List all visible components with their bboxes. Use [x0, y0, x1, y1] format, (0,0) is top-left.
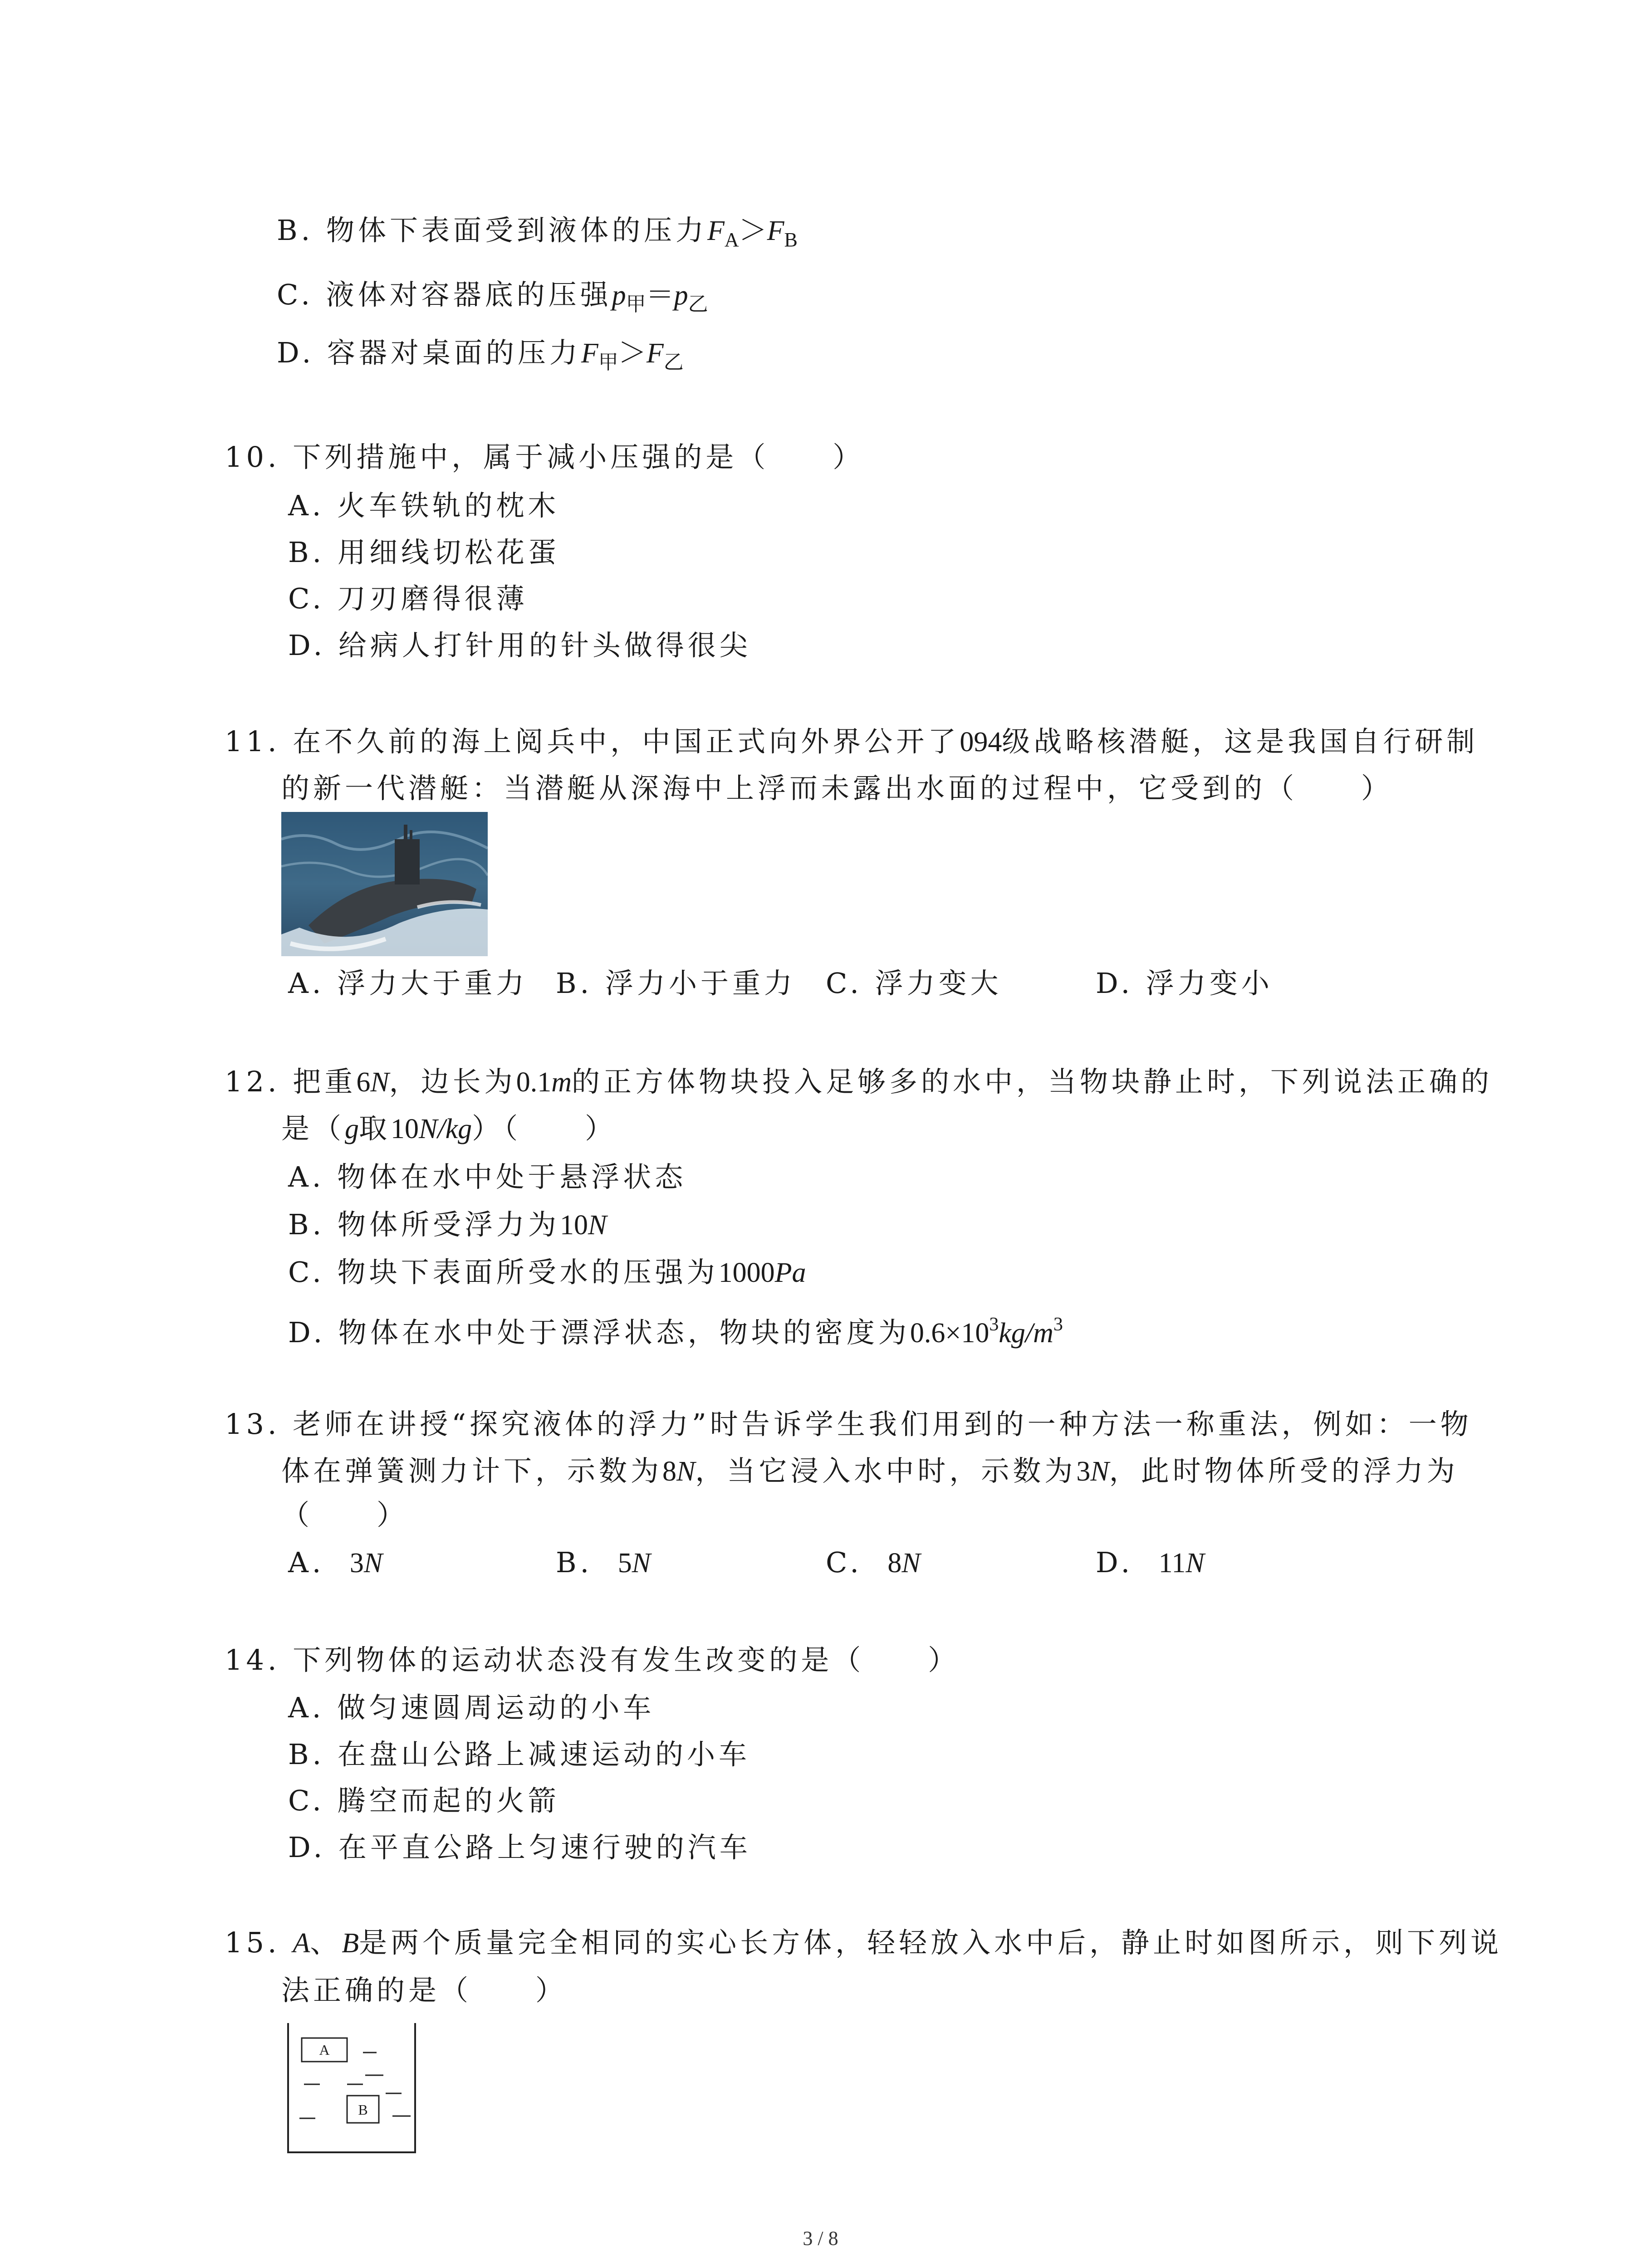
q11-option-c: C. 浮力变大: [826, 967, 1002, 1000]
q14-option-c: C. 腾空而起的火箭: [288, 1784, 560, 1817]
q10-option-c: C. 刀刃磨得很薄: [288, 582, 528, 615]
q10-option-d: D. 给病人打针用的针头做得很尖: [288, 629, 751, 662]
q9-option-d-text: D. 容器对桌面的压力: [277, 336, 581, 369]
q11-option-d: D. 浮力变小: [1096, 967, 1273, 1000]
q9-option-b: B. 物体下表面受到液体的压力$F_A>F_B$: [277, 214, 798, 251]
q9-option-c: C. 液体对容器底的压强$p_甲=p_乙$: [277, 278, 708, 316]
q14-option-d: D. 在平直公路上匀速行驶的汽车: [288, 1831, 751, 1864]
q13-option-b: B. 5N: [556, 1546, 651, 1579]
q10-option-b: B. 用细线切松花蛋: [288, 536, 560, 569]
submarine-photo: [281, 812, 488, 956]
q12-option-c: C. 物块下表面所受水的压强为1000Pa: [288, 1256, 806, 1289]
q12-option-b: B. 物体所受浮力为10N: [288, 1208, 607, 1241]
q9-option-b-text: B. 物体下表面受到液体的压力: [277, 214, 707, 247]
q11-stem-line1: 11. 在不久前的海上阅兵中，中国正式向外界公开了094级战略核潜艇，这是我国自行研制: [225, 725, 1479, 758]
q12-stem-line2: 是（g取10N/kg）（ ）: [281, 1112, 617, 1145]
q12-option-a: A. 物体在水中处于悬浮状态: [288, 1160, 687, 1193]
q13-stem-line1: 13. 老师在讲授“探究液体的浮力”时告诉学生我们用到的一种方法一称重法，例如：一物: [225, 1408, 1472, 1441]
q13-option-d: D. 11N: [1096, 1546, 1205, 1579]
q12-option-d: D. 物体在水中处于漂浮状态，物块的密度为$0.6\times 10^3kg/m^3$: [288, 1314, 1063, 1349]
q15-stem-line1: 15. A、B是两个质量完全相同的实心长方体，轻轻放入水中后，静止时如图所示，则下列说: [225, 1926, 1503, 1959]
q13-stem-line3: （ ）: [281, 1498, 409, 1531]
q10-option-a: A. 火车铁轨的枕木: [288, 489, 560, 522]
q11-option-b: B. 浮力小于重力: [556, 967, 796, 1000]
q13-option-c: C. 8N: [826, 1546, 921, 1579]
q9-option-c-text: C. 液体对容器底的压强: [277, 278, 612, 311]
q14-option-a: A. 做匀速圆周运动的小车: [288, 1691, 655, 1724]
block-a-label: A: [319, 2042, 330, 2058]
q14-stem: 14. 下列物体的运动状态没有发生改变的是（ ）: [225, 1643, 960, 1677]
q12-stem-line1: 12. 把重6N，边长为0.1m的正方体物块投入足够多的水中，当物块静止时，下列说法正确的: [225, 1065, 1493, 1098]
block-b-label: B: [358, 2102, 368, 2118]
q13-stem-line2: 体在弹簧测力计下，示数为8N，当它浸入水中时，示数为3N，此时物体所受的浮力为: [281, 1454, 1459, 1487]
q13-option-a: A. 3N: [288, 1546, 383, 1579]
q10-stem: 10. 下列措施中，属于减小压强的是（ ）: [225, 440, 865, 474]
q11-option-a: A. 浮力大于重力: [288, 967, 528, 1000]
q11-stem-line2: 的新一代潜艇：当潜艇从深海中上浮而未露出水面的过程中，它受到的（ ）: [281, 772, 1393, 805]
q15-stem-line2: 法正确的是（ ）: [281, 1974, 568, 2007]
q9-option-d: D. 容器对桌面的压力$F_甲>F_乙$: [277, 336, 684, 374]
container-diagram: [279, 2021, 424, 2157]
page-number: 3 / 8: [803, 2227, 838, 2249]
q14-option-b: B. 在盘山公路上减速运动的小车: [288, 1738, 750, 1771]
